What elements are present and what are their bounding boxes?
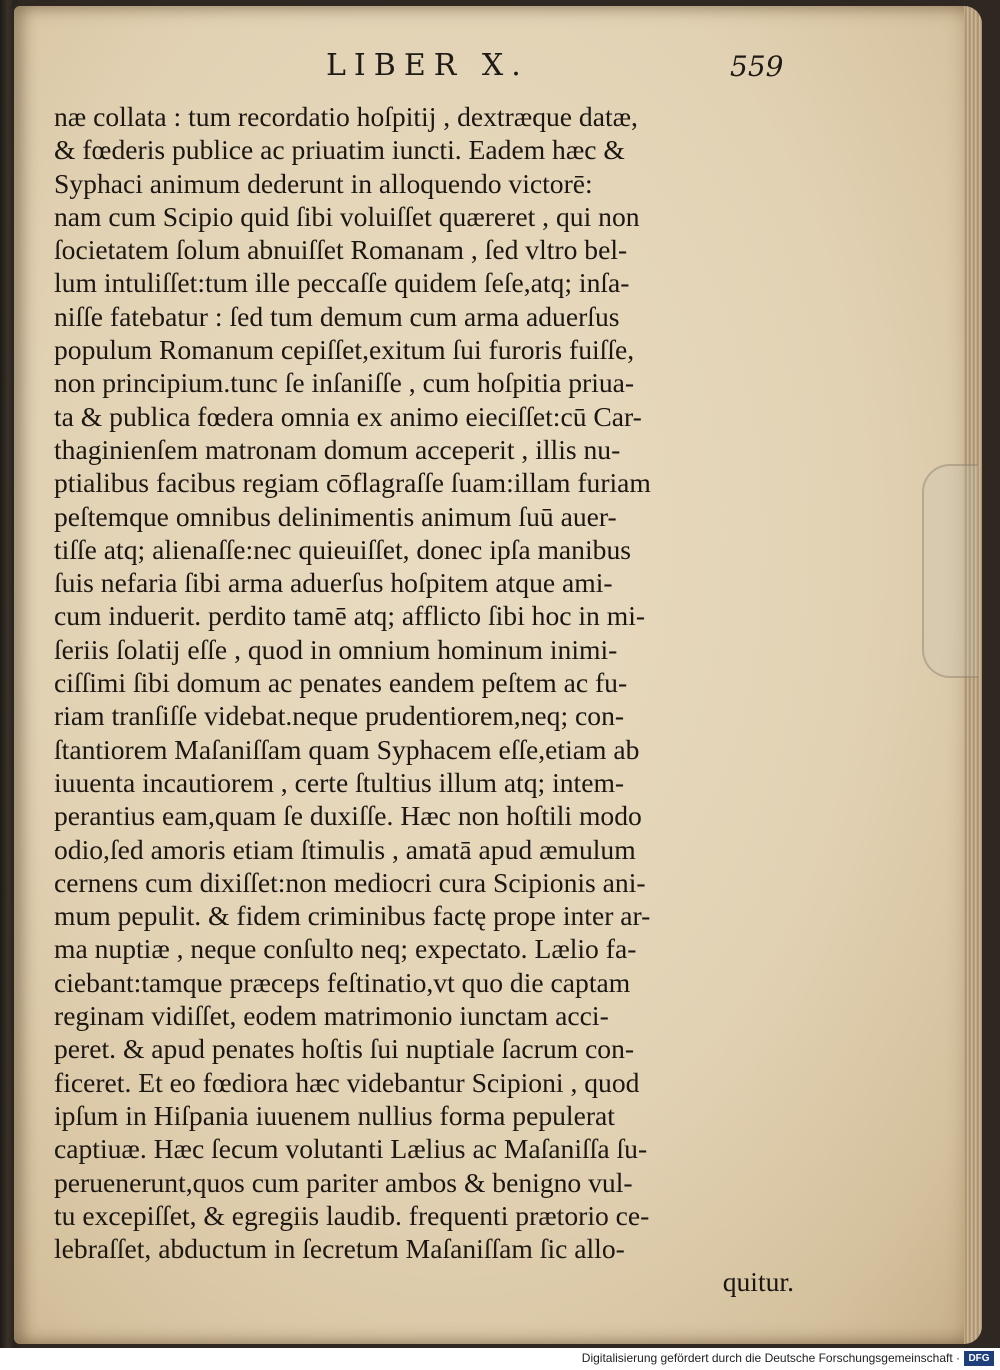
text-line: mum pepulit. & fidem criminibus factę prope inter ar- [54,900,651,932]
text-line: Syphaci animum dederunt in alloquendo victorē: [54,167,593,199]
page-number: 559 [730,50,784,83]
text-line: ciebant:tamque præceps feſtinatio,vt quo die captam [54,966,631,998]
text-line: ſocietatem ſolum abnuiſſet Romanam , ſed vltro bel- [54,234,628,266]
text-line: peret. & apud penates hoſtis ſui nuptiale ſacrum con- [54,1033,635,1065]
text-line: peruenerunt,quos cum pariter ambos & benigno vul- [54,1166,633,1198]
dfg-credit: Digitalisierung gefördert durch die Deutsche Forschungsgemeinschaft · [581,1351,960,1365]
text-line: non principium.tunc ſe inſaniſſe , cum hoſpitia priua- [54,367,635,399]
text-line: ta & publica fœdera omnia ex animo eieciſſet:cū Car- [54,400,642,432]
text-line: cernens cum dixiſſet:non mediocri cura Scipionis ani- [54,866,646,898]
body-text [54,100,794,1299]
page-header [54,48,954,88]
book-page [14,6,982,1344]
text-line: lum intuliſſet:tum ille peccaſſe quidem ſeſe,atq; inſa- [54,267,630,299]
text-line: tu excepiſſet, & egregiis laudib. frequenti prætorio ce- [54,1199,650,1231]
running-head: LIBER X. [326,48,529,83]
text-line: ficeret. Et eo fœdiora hæc videbantur Scipioni , quod [54,1066,640,1098]
text-line: ma nuptiæ , neque conſulto neq; expectato. Lælio fa- [54,933,637,965]
text-line: populum Romanum cepiſſet,exitum ſui furoris fuiſſe, [54,334,635,366]
text-line: nam cum Scipio quid ſibi voluiſſet quæreret , qui non [54,200,640,232]
text-line: reginam vidiſſet, eodem matrimonio iunctam acci- [54,1000,609,1032]
text-line: ſtantiorem Maſaniſſam quam Syphacem eſſe,etiam ab [54,733,640,765]
text-line: ptialibus facibus regiam cōflagraſſe ſuam:illam furiam [54,467,651,499]
text-line: thaginienſem matronam domum acceperit , illis nu- [54,433,621,465]
text-line: perantius eam,quam ſe duxiſſe. Hæc non hoſtili modo [54,800,642,832]
page-clip [922,464,978,678]
text-line: & fœderis publice ac priuatim iuncti. Eadem hæc & [54,134,625,166]
text-line: odio,ſed amoris etiam ſtimulis , amatā apud æmulum [54,833,636,865]
text-line: tiſſe atq; alienaſſe:nec quieuiſſet, donec ipſa manibus [54,533,631,565]
text-line: ſuis nefaria ſibi arma aduerſus hoſpitem atque ami- [54,567,613,599]
text-line: quitur. [722,1266,794,1298]
text-line: peſtemque omnibus delinimentis animum ſuū auer- [54,500,617,532]
text-line: ipſum in Hiſpania iuuenem nullius forma pepulerat [54,1099,615,1131]
text-line: niſſe fatebatur : ſed tum demum cum arma aduerſus [54,300,620,332]
text-line: lebraſſet, abductum in ſecretum Maſaniſſam ſic allo- [54,1233,625,1265]
footer-bar [0,1348,1000,1370]
text-line: captiuæ. Hæc ſecum volutanti Lælius ac Maſaniſſa ſu- [54,1133,648,1165]
text-line: iuuenta incautiorem , certe ſtultius illum atq; intem- [54,766,625,798]
text-line: ciſſimi ſibi domum ac penates eandem peſtem ac fu- [54,667,628,699]
text-line: ſeriis ſolatij eſſe , quod in omnium hominum inimi- [54,633,618,665]
dfg-logo-icon: DFG [964,1351,994,1366]
text-line: riam tranſiſſe videbat.neque prudentiorem,neq; con- [54,700,625,732]
text-line: næ collata : tum recordatio hoſpitij , dextræque datæ, [54,101,638,132]
text-line: cum induerit. perdito tamē atq; afflicto ſibi hoc in mi- [54,600,646,632]
